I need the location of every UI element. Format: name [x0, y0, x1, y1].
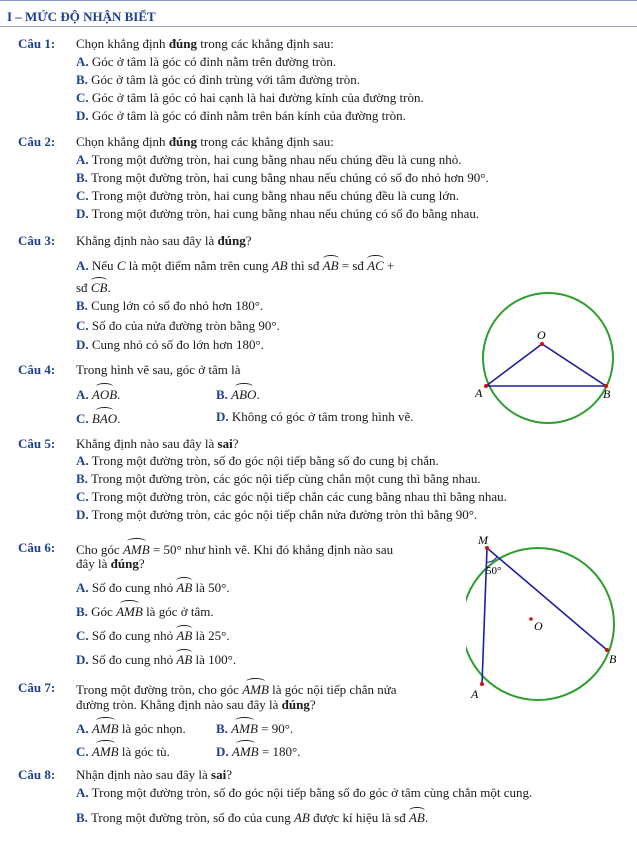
point-a [480, 682, 484, 686]
stem-text: Chọn khẳng định [76, 134, 169, 149]
option-c[interactable] [76, 489, 507, 505]
section-heading: I – MỨC ĐỘ NHẬN BIẾT [7, 9, 156, 24]
angle-label: ABO [231, 387, 257, 402]
option-text: là góc ở tâm. [142, 604, 214, 619]
stem-emphasis: đúng [217, 233, 246, 248]
label-a: A [471, 687, 479, 701]
option-b[interactable] [216, 719, 293, 737]
option-c[interactable] [76, 318, 280, 334]
question-8-stem [76, 767, 232, 783]
option-letter: B. [76, 604, 88, 619]
option-letter: D. [76, 108, 89, 123]
question-label: Câu 7: [18, 680, 56, 695]
option-letter: B. [76, 810, 88, 825]
option-letter: D. [216, 409, 229, 424]
option-d[interactable] [76, 650, 236, 668]
question-4-stem: Trong hình vẽ sau, góc ở tâm là [76, 362, 241, 377]
option-d[interactable] [76, 108, 406, 124]
angle-label: AMB [231, 744, 259, 759]
stem-emphasis: sai [211, 767, 227, 782]
stem-text: Chọn khẳng định [76, 36, 169, 51]
stem-text: trong các khẳng định sau: [197, 134, 334, 149]
option-letter: A. [76, 387, 89, 402]
label-b: B [609, 652, 617, 666]
stem-text: Khẳng định nào sau đây là [76, 233, 218, 248]
option-a[interactable] [76, 785, 532, 801]
option-c[interactable] [76, 188, 459, 204]
option-text: Góc ở tâm là góc có đỉnh trùng với tâm đường tròn. [91, 72, 361, 87]
stem-text: Khẳng định nào sau đây là [76, 436, 218, 451]
option-letter: B. [76, 298, 88, 313]
question-label: Câu 5: [18, 436, 56, 451]
stem-emphasis: đúng [110, 556, 139, 571]
option-text: Trong một đường tròn, hai cung bằng nhau nếu chúng đều là cung lớn. [91, 188, 459, 203]
option-c[interactable]: C. BAO. [76, 411, 121, 426]
arc-label: AB [176, 652, 193, 667]
option-a[interactable] [76, 152, 461, 168]
figure-inscribed-angle [466, 530, 636, 710]
question-6 [18, 540, 55, 556]
label-angle: 50° [486, 565, 502, 577]
option-letter: D. [216, 744, 229, 759]
stem-text: đường tròn. Khẳng định nào sau đây là [76, 697, 282, 712]
option-b[interactable]: B. ABO. [216, 387, 260, 402]
option-c[interactable] [76, 90, 424, 106]
point-label: C [116, 258, 126, 273]
top-border [0, 0, 637, 5]
arc-label: CB [90, 280, 108, 295]
angle-label: AOB [91, 387, 118, 402]
point-o [529, 617, 533, 621]
option-text: Góc [91, 604, 117, 619]
stem-text: là góc nội tiếp chắn nửa [268, 682, 397, 697]
stem-text: ? [138, 556, 145, 571]
option-text: Góc ở tâm là góc có hai cạnh là hai đường kính của đường tròn. [91, 90, 424, 105]
stem-emphasis: đúng [281, 697, 310, 712]
option-d[interactable] [216, 409, 414, 425]
option-b[interactable] [76, 808, 428, 826]
question-2-stem [76, 134, 334, 150]
option-letter: C. [76, 318, 89, 333]
label-a: A [475, 386, 483, 400]
question-1-stem [76, 36, 334, 52]
option-letter: B. [76, 72, 88, 87]
option-text: là góc nhọn. [118, 721, 186, 736]
option-b[interactable] [76, 72, 360, 88]
option-d[interactable] [76, 206, 479, 222]
option-letter: C. [76, 744, 89, 759]
option-text: Không có góc ở tâm trong hình vẽ. [231, 409, 414, 424]
option-letter: B. [216, 387, 228, 402]
arc-label: AC [367, 258, 384, 273]
stem-text: ? [245, 233, 252, 248]
stem-text: ? [232, 436, 239, 451]
option-a[interactable] [76, 578, 230, 596]
question-7-stem-continued [76, 697, 316, 713]
option-text: = sđ [338, 258, 368, 273]
label-b: B [603, 387, 611, 401]
question-7 [18, 680, 55, 696]
option-b[interactable] [76, 170, 489, 186]
stem-text: ? [226, 767, 232, 782]
question-5-stem [76, 436, 238, 452]
option-text: Trong một đường tròn, các góc nội tiếp chắn các cung bằng nhau thì bằng nhau. [91, 489, 507, 504]
option-c[interactable] [76, 626, 230, 644]
option-d[interactable] [76, 337, 264, 353]
option-text: Trong một đường tròn, các góc nội tiếp chắn nửa đường tròn thì bằng 90°. [91, 507, 478, 522]
option-letter: A. [76, 580, 89, 595]
option-text: Cung nhỏ có số đo lớn hơn 180°. [91, 337, 264, 352]
option-letter: D. [76, 507, 89, 522]
question-label: Câu 2: [18, 134, 56, 149]
arc-label: AB [176, 628, 193, 643]
segment-label: AB [293, 810, 310, 825]
option-text: là 50°. [192, 580, 230, 595]
angle-label: AMB [91, 744, 119, 759]
question-label: Câu 6: [18, 540, 56, 555]
option-b[interactable] [76, 298, 263, 314]
angle-label: AMB [91, 721, 119, 736]
option-letter: A. [76, 785, 89, 800]
segment-label: AB [271, 258, 288, 273]
question-4 [18, 362, 55, 378]
option-text: Góc ở tâm là góc có đỉnh nằm trên đường tròn. [91, 54, 337, 69]
stem-text: Nhận định nào sau đây là [76, 767, 212, 782]
option-letter: B. [216, 721, 228, 736]
question-3 [18, 233, 55, 249]
option-d[interactable] [216, 742, 300, 760]
option-text: . [424, 810, 429, 825]
option-text: Trong một đường tròn, số đo góc nội tiếp bằng số đo góc ở tâm cùng chắn một cung. [91, 785, 533, 800]
stem-emphasis: đúng [168, 134, 198, 149]
option-text: Trong một đường tròn, hai cung bằng nhau nếu chúng đều là cung nhỏ. [91, 152, 462, 167]
option-text: = 180°. [258, 744, 301, 759]
question-3-stem [76, 233, 252, 249]
option-letter: B. [76, 471, 88, 486]
angle-label: BAO [91, 411, 118, 426]
point-a [484, 384, 488, 388]
angle-label: AMB [116, 604, 143, 619]
option-text: Trong một đường tròn, hai cung bằng nhau nếu chúng có số đo bằng nhau. [91, 206, 480, 221]
option-text: Trong một đường tròn, các góc nội tiếp cùng chắn một cung thì bằng nhau. [90, 471, 481, 486]
arc-label: AB [322, 258, 339, 273]
option-letter: A. [76, 152, 89, 167]
option-text: Trong một đường tròn, số đo góc nội tiếp bằng số đo cung bị chắn. [91, 453, 439, 468]
option-text: Trong một đường tròn, hai cung bằng nhau nếu chúng có số đo nhỏ hơn 90°. [90, 170, 489, 185]
option-text: là 25°. [192, 628, 230, 643]
option-text: Số đo cung nhỏ [91, 652, 177, 667]
option-a[interactable] [76, 719, 186, 737]
label-o: O [537, 328, 546, 342]
option-text: + [383, 258, 395, 273]
option-text: được kí hiệu là sđ [309, 810, 409, 825]
option-text: Trong một đường tròn, số đo của cung [90, 810, 294, 825]
option-b[interactable] [76, 471, 481, 487]
arc-label: AB [408, 810, 425, 825]
option-letter: C. [76, 411, 89, 426]
option-letter: D. [76, 652, 89, 667]
option-letter: C. [76, 628, 89, 643]
option-c[interactable] [76, 742, 170, 760]
option-text: Nếu [91, 258, 117, 273]
question-label: Câu 3: [18, 233, 56, 248]
option-text: Số đo cung nhỏ [91, 628, 177, 643]
option-letter: D. [76, 206, 89, 221]
triangle-aob [486, 344, 606, 386]
option-letter: A. [76, 453, 89, 468]
option-text: là 100°. [192, 652, 237, 667]
option-text: sđ [76, 280, 91, 295]
option-a-continued [76, 278, 111, 296]
option-text: Cung lớn có số đo nhỏ hơn 180°. [91, 298, 264, 313]
question-8 [18, 767, 55, 783]
option-text: là góc tù. [118, 744, 170, 759]
option-letter: D. [76, 337, 89, 352]
question-label: Câu 1: [18, 36, 56, 51]
point-o [540, 342, 544, 346]
option-text: Số đo của nửa đường tròn bằng 90°. [91, 318, 280, 333]
stem-emphasis: sai [217, 436, 233, 451]
option-letter: C. [76, 90, 89, 105]
option-text: Góc ở tâm là góc có đỉnh nằm trên bán kính của đường tròn. [91, 108, 406, 123]
option-text: thì sđ [287, 258, 323, 273]
option-letter: A. [76, 258, 89, 273]
stem-text: Trong một đường tròn, cho góc [76, 682, 243, 697]
option-text: là một điểm nằm trên cung [125, 258, 272, 273]
option-a[interactable] [76, 256, 394, 274]
option-d[interactable] [76, 507, 477, 523]
option-letter: A. [76, 721, 89, 736]
circle [483, 293, 613, 423]
option-text: = 90°. [257, 721, 294, 736]
option-letter: C. [76, 188, 89, 203]
option-text: . [107, 280, 111, 295]
question-5 [18, 436, 55, 452]
option-letter: C. [76, 489, 89, 504]
label-m: M [478, 533, 488, 547]
stem-text: trong các khẳng định sau: [197, 36, 334, 51]
angle-label: AMB [231, 721, 258, 736]
option-a[interactable] [76, 54, 336, 70]
stem-text: ? [309, 697, 316, 712]
option-a[interactable] [76, 453, 439, 469]
option-b[interactable] [76, 602, 214, 620]
question-1 [18, 36, 55, 52]
stem-emphasis: đúng [168, 36, 198, 51]
question-6-stem-continued [76, 556, 145, 572]
question-label: Câu 8: [18, 767, 56, 782]
label-o: O [534, 619, 543, 633]
question-label: Câu 4: [18, 362, 56, 377]
angle-label: AMB [122, 542, 150, 557]
stem-text: Cho góc [76, 542, 123, 557]
heading-rule [0, 26, 637, 27]
option-a[interactable]: A. AOB. [76, 387, 121, 402]
stem-text: = 50° như hình vẽ. Khi đó khẳng định nào sau [149, 542, 394, 557]
figure-central-angle [470, 290, 630, 430]
arc-label: AB [176, 580, 193, 595]
question-2 [18, 134, 55, 150]
angle-label: AMB [242, 682, 269, 697]
option-letter: A. [76, 54, 89, 69]
option-letter: B. [76, 170, 88, 185]
question-7-stem [76, 680, 397, 698]
option-text: Số đo cung nhỏ [91, 580, 177, 595]
stem-text: đây là [76, 556, 111, 571]
